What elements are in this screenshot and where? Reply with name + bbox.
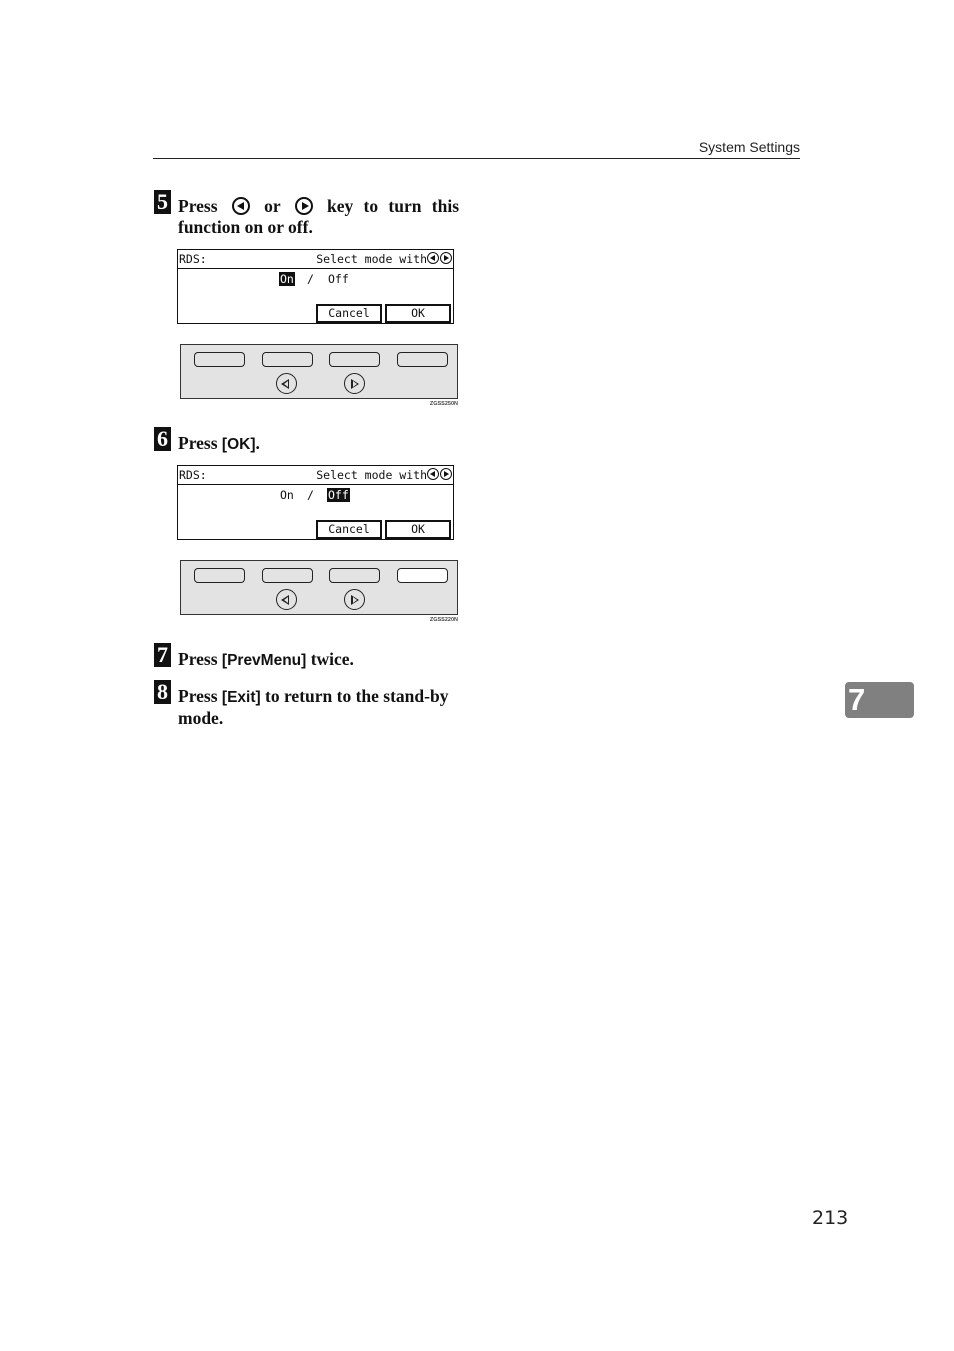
step-text-end: twice.	[310, 649, 354, 669]
figure-code: ZGSS250N	[429, 401, 458, 407]
key-name-ok: [OK]	[221, 436, 256, 453]
figure-code: ZGSS220N	[429, 617, 458, 623]
step-text-rest: key to turn this function on or off.	[178, 196, 460, 237]
selection-key-3[interactable]	[329, 352, 380, 367]
left-arrow-icon	[427, 252, 439, 264]
lcd-title: RDS:	[179, 252, 207, 266]
step-number: 5	[154, 190, 171, 214]
right-arrow-icon	[440, 252, 452, 264]
step-text-end: .	[255, 433, 260, 453]
step-text-press: Press	[178, 686, 218, 706]
header-rule	[153, 158, 800, 159]
right-arrow-icon	[440, 468, 452, 480]
ok-button[interactable]: OK	[385, 520, 451, 539]
key-name-prevmenu: [PrevMenu]	[221, 652, 307, 669]
lcd-option-on[interactable]: On	[280, 488, 294, 502]
lcd-prompt: Select mode with	[316, 468, 427, 482]
step-number: 7	[154, 643, 171, 667]
step-text-end: to return to the stand-by mode.	[178, 686, 449, 728]
right-arrow-key[interactable]	[344, 589, 365, 610]
selection-key-4-highlighted[interactable]	[397, 568, 448, 583]
step-instruction	[178, 686, 459, 729]
cancel-button[interactable]: Cancel	[316, 520, 382, 539]
lcd-option-separator: /	[307, 272, 314, 286]
step-instruction	[178, 433, 459, 455]
right-arrow-key-icon	[295, 197, 313, 215]
step-number: 8	[154, 680, 171, 704]
left-arrow-key[interactable]	[276, 373, 297, 394]
left-arrow-key-icon	[232, 197, 250, 215]
control-panel	[180, 344, 458, 399]
ok-button[interactable]: OK	[385, 304, 451, 323]
step-text-press: Press	[178, 196, 218, 216]
step-text-or: or	[264, 196, 281, 216]
lcd-title-bar	[178, 250, 453, 269]
step-text-press: Press	[178, 433, 218, 453]
page-number: 213	[812, 1207, 849, 1229]
step-number: 6	[154, 427, 171, 451]
selection-key-4[interactable]	[397, 352, 448, 367]
selection-key-2[interactable]	[262, 352, 313, 367]
lcd-option-separator: /	[307, 488, 314, 502]
step-text-press: Press	[178, 649, 218, 669]
cancel-button[interactable]: Cancel	[316, 304, 382, 323]
selection-key-1[interactable]	[194, 568, 245, 583]
lcd-title: RDS:	[179, 468, 207, 482]
lcd-screen	[177, 249, 454, 324]
lcd-option-on[interactable]: On	[280, 272, 294, 286]
step-instruction	[178, 649, 459, 671]
running-header: System Settings	[698, 139, 800, 155]
lcd-screen	[177, 465, 454, 540]
control-panel	[180, 560, 458, 615]
right-arrow-key[interactable]	[344, 373, 365, 394]
lcd-title-bar	[178, 466, 453, 485]
chapter-tab: 7	[845, 682, 914, 718]
selection-key-2[interactable]	[262, 568, 313, 583]
selection-key-3[interactable]	[329, 568, 380, 583]
left-arrow-icon	[427, 468, 439, 480]
key-name-exit: [Exit]	[221, 689, 261, 706]
lcd-option-off[interactable]: Off	[328, 272, 349, 286]
selection-key-1[interactable]	[194, 352, 245, 367]
lcd-option-off[interactable]: Off	[328, 488, 349, 502]
left-arrow-key[interactable]	[276, 589, 297, 610]
step-instruction	[178, 196, 459, 238]
lcd-prompt: Select mode with	[316, 252, 427, 266]
